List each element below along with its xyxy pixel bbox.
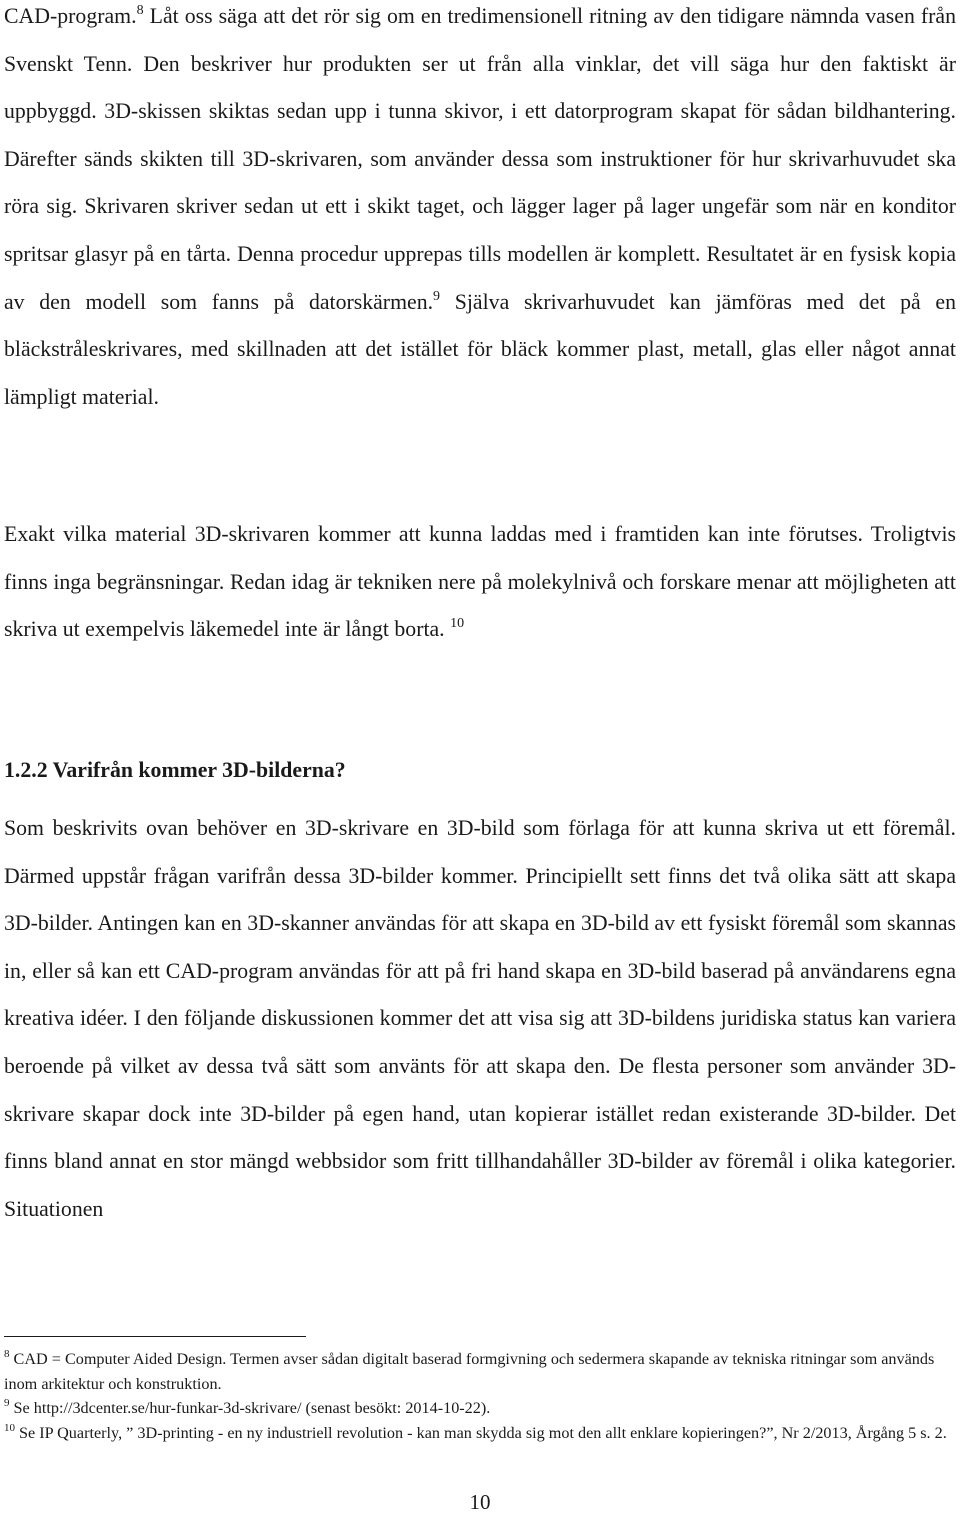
footnote-text: CAD = Computer Aided Design. Termen avser sådan digitalt baserad formgivning och sedermera skapande av tekniska ritningar som används inom arkitektur och konstruktion. [4, 1350, 935, 1393]
footnote-8 [4, 1347, 956, 1396]
footnote-number: 9 [4, 1397, 10, 1409]
paragraph-2-text: Exakt vilka material 3D-skrivaren kommer att kunna laddas med i framtiden kan inte förutses. Troligtvis finns inga begränsningar. Redan idag är tekniken nere på molekylnivå och forskare menar att möjligheten att skriva ut exempelvis läkemedel inte är långt borta. [4, 522, 956, 642]
footnote-ref-10[interactable]: 10 [450, 616, 465, 632]
page-number: 10 [469, 1490, 491, 1514]
paragraph-1-text-b: Låt oss säga att det rör sig om en tredimensionell ritning av den tidigare nämnda vasen från Svenskt Tenn. Den beskriver hur produkten ser ut från alla vinklar, det vill säga hur den faktiskt är uppbyggd. 3D-skissen skiktas sedan upp i tunna skivor, i ett datorprogram skapat för sådan bildhantering. Därefter sänds skikten till 3D-skrivaren, som använder dessa som instruktioner för hur skrivarhuvudet ska röra sig. Skrivaren skriver sedan ut ett i skikt taget, och lägger lager på lager ungefär som när en konditor spritsar glasyr på en tårta. Denna procedur upprepas tills modellen är komplett. Resultatet är en fysisk kopia av den modell som fanns på datorskärmen. [4, 4, 956, 314]
footnote-10 [4, 1421, 956, 1446]
body-paragraph-1 [4, 0, 956, 421]
body-paragraph-3: Som beskrivits ovan behöver en 3D-skrivare en 3D-bild som förlaga för att kunna skriva ut ett föremål. Därmed uppstår frågan varifrån dessa 3D-bilder kommer. Principiellt sett finns det två olika sätt att skapa 3D-bilder. Antingen kan en 3D-skanner användas för att skapa en 3D-bild av ett fysiskt föremål som skannas in, eller så kan ett CAD-program användas för att på fri hand skapa en 3D-bild baserad på användarens egna kreativa idéer. I den följande diskussionen kommer det att visa sig att 3D-bildens juridiska status kan variera beroende på vilket av dessa två sätt som använts för att skapa den. De flesta personer som använder 3D-skrivare skapar dock inte 3D-bilder på egen hand, utan kopierar istället redan existerande 3D-bilder. Det finns bland annat en stor mängd webbsidor som fritt tillhandahåller 3D-bilder av föremål i olika kategorier. Situationen [4, 816, 956, 1221]
paragraph-1-text-a: CAD-program. [4, 4, 137, 28]
paragraph-1-text-c: Själva skrivarhuvudet kan jämföras med det på en bläckstråleskrivares, med skillnaden att det istället för bläck kommer plast, metall, glas eller något annat lämpligt material. [4, 289, 956, 409]
footnote-text: Se http://3dcenter.se/hur-funkar-3d-skrivare/ (senast besökt: 2014-10-22). [9, 1399, 491, 1417]
section-heading: 1.2.2 Varifrån kommer 3D-bilderna? [4, 758, 346, 782]
footnote-text: Se IP Quarterly, ” 3D-printing - en ny industriell revolution - kan man skydda sig mot den allt enklare kopieringen?”, Nr 2/2013, Årgång 5 s. 2. [15, 1423, 947, 1442]
footnote-divider [4, 1336, 306, 1337]
footnote-ref-8[interactable]: 8 [136, 3, 144, 18]
footnote-number: 10 [4, 1421, 15, 1434]
footnotes [4, 1347, 956, 1445]
footnote-9 [4, 1396, 956, 1421]
footnote-ref-9[interactable]: 9 [433, 288, 441, 304]
body-paragraph-2 [4, 511, 956, 654]
footnote-number: 8 [4, 1348, 10, 1360]
